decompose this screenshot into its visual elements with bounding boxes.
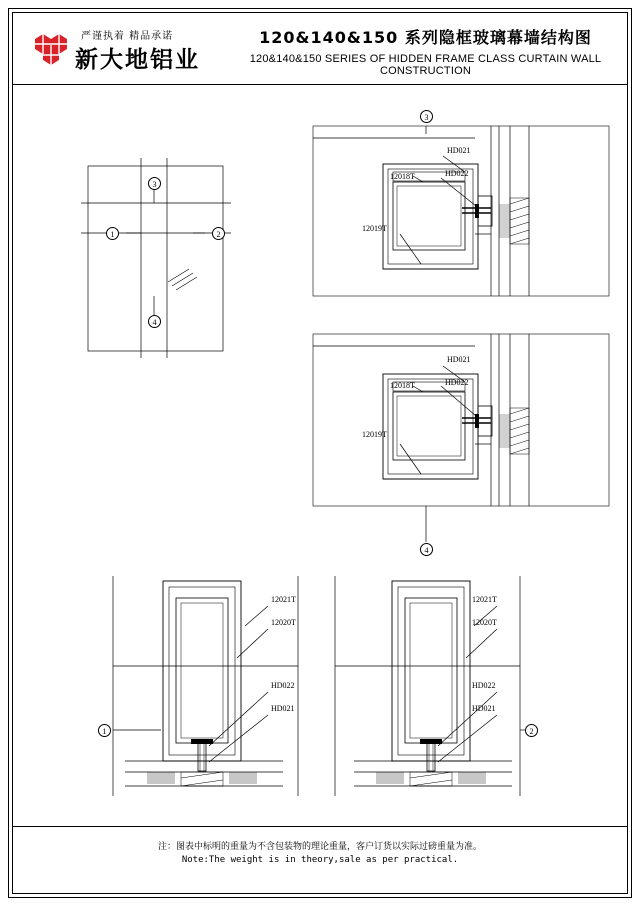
footer-note-block	[13, 826, 627, 894]
callout-2-keyplan: 2	[212, 227, 225, 240]
part-label-hd022-detail1: HD022	[271, 681, 295, 690]
sheet-title-en: 120&140&150 SERIES OF HIDDEN FRAME CLASS CURTAIN WALL CONSTRUCTION	[249, 53, 602, 77]
part-label-hd021-detail2: HD021	[472, 704, 496, 713]
footer-note-cn: 注：图表中标明的重量为不含包装物的理论重量，客户订货以实际过磅重量为准。	[157, 842, 482, 852]
company-slogan: 严谨执着 精品承诺	[81, 31, 174, 42]
part-label-12020t-detail1: 12020T	[271, 618, 296, 627]
section-mark-1: 1	[98, 724, 111, 737]
callout-4-keyplan: 4	[148, 315, 161, 328]
part-label-hd022-detail3: HD022	[445, 169, 469, 178]
xindadi-hex-logo-icon	[29, 31, 73, 67]
sheet-title-cn: 120&140&150 系列隐框玻璃幕墙结构图	[259, 28, 592, 47]
part-label-12021t-detail1: 12021T	[271, 595, 296, 604]
detail-4-geometry	[313, 334, 609, 542]
part-label-hd021-detail4: HD021	[447, 355, 471, 364]
section-mark-2: 2	[525, 724, 538, 737]
part-label-hd022-detail2: HD022	[472, 681, 496, 690]
part-label-12018t-detail4: 12018T	[390, 381, 415, 390]
section-mark-4: 4	[420, 543, 433, 556]
company-logo	[25, 23, 225, 77]
technical-drawing-svg	[13, 86, 627, 826]
part-label-hd021-detail1: HD021	[271, 704, 295, 713]
callout-3-keyplan: 3	[148, 177, 161, 190]
title-block	[13, 13, 627, 85]
footer-note-en: Note:The weight is in theory,sale as per practical.	[181, 855, 459, 865]
part-label-12018t-detail3: 12018T	[390, 172, 415, 181]
section-mark-3: 3	[420, 110, 433, 123]
detail-2-geometry	[335, 576, 525, 796]
part-label-hd021-detail3: HD021	[447, 146, 471, 155]
part-label-12019t-detail3: 12019T	[362, 224, 387, 233]
part-label-hd022-detail4: HD022	[445, 378, 469, 387]
part-label-12020t-detail2: 12020T	[472, 618, 497, 627]
part-label-12021t-detail2: 12021T	[472, 595, 497, 604]
drawing-area	[13, 86, 627, 826]
part-label-12019t-detail4: 12019T	[362, 430, 387, 439]
callout-1-keyplan: 1	[106, 227, 119, 240]
company-name: 新大地铝业	[75, 47, 200, 73]
